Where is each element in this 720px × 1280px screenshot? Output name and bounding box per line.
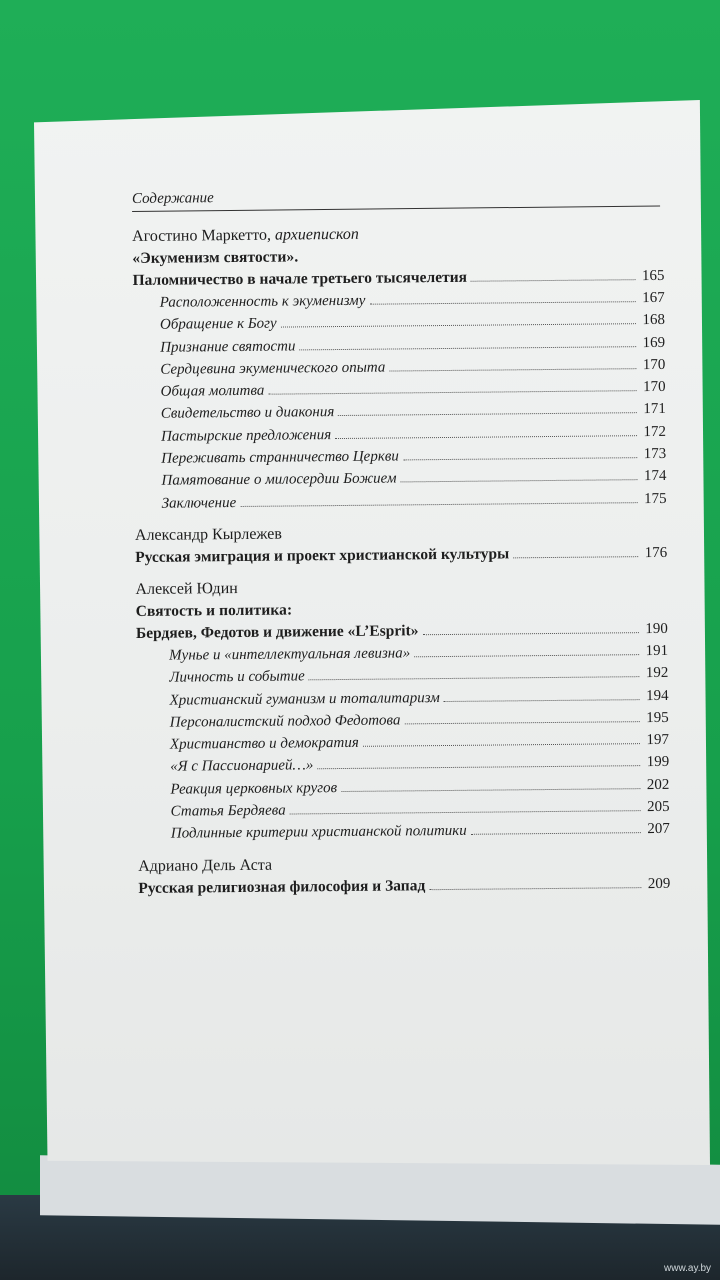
toc-subentry: Личность и событие 192 — [169, 665, 669, 686]
toc-subentry: Христианский гуманизм и тоталитаризм 194 — [169, 687, 669, 709]
toc-subentry: «Я с Пассионарией…» 199 — [170, 754, 670, 776]
toc-subentry: Мунье и «интеллектуальная левизна» 191 — [169, 642, 669, 664]
toc-subentry: Общая молитва 170 — [160, 379, 666, 400]
toc-entry-main: Бердяев, Федотов и движение «L’Esprit» 190 — [135, 620, 668, 642]
toc-subentry: Реакция церковных кругов 202 — [170, 776, 670, 798]
site-watermark: www.ay.by — [664, 1263, 712, 1274]
toc-entry-main: Паломничество в начале третьего тысячелетия 165 — [132, 267, 665, 289]
under-page-edge — [40, 1155, 720, 1224]
table-of-contents — [132, 221, 670, 900]
toc-subentry: Признание святости 169 — [160, 334, 666, 356]
toc-subentry: Персоналистский подход Федотова 195 — [169, 709, 669, 731]
toc-subentry: Переживать странничество Церкви 173 — [161, 445, 667, 467]
article-title-line: «Экуменизм святости». — [132, 248, 299, 267]
toc-subentry: Свидетельство и диакония 171 — [160, 401, 666, 423]
toc-subentry: Христианство и демократия 197 — [169, 732, 670, 753]
toc-subentry: Расположенность к экуменизму 167 — [159, 289, 665, 311]
article-title-line: Святость и политика: — [135, 601, 293, 620]
toc-entry-main: Русская религиозная философия и Запад 209 — [138, 875, 671, 897]
author-line: Адриано Дель Аста — [138, 856, 273, 875]
toc-subentry: Подлинные критерии христианской политики 207 — [170, 821, 670, 842]
toc-subentry: Пастырские предложения 172 — [160, 423, 667, 445]
toc-subentry: Сердцевина экуменического опыта 170 — [160, 356, 666, 378]
running-header: Содержание — [132, 185, 660, 212]
toc-subentry: Заключение 175 — [161, 490, 667, 512]
author-line: Александр Кырлежев — [134, 525, 282, 544]
toc-subentry: Статья Бердяева 205 — [170, 798, 670, 820]
toc-entry-main: Русская эмиграция и проект христианской культуры 176 — [135, 544, 668, 566]
toc-subentry: Обращение к Богу 168 — [159, 312, 666, 334]
author-line: Алексей Юдин — [135, 579, 238, 598]
toc-subentry: Памятование о милосердии Божием 174 — [161, 468, 667, 490]
author-line: Агостино Маркетто, архиепископ — [132, 225, 359, 245]
